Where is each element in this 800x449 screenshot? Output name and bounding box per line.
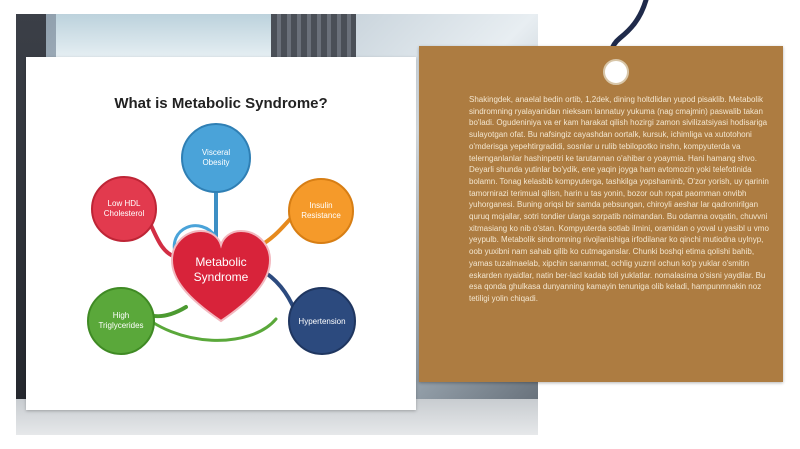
node-visceral-obesity — [182, 124, 250, 192]
diagram-card — [26, 57, 416, 410]
node-label-line1: High — [112, 311, 130, 320]
node-label-line2: Resistance — [301, 211, 341, 220]
node-label-line1: Visceral — [201, 148, 231, 157]
node-high-triglycerides — [88, 288, 154, 354]
tag-hole — [603, 59, 629, 85]
paper-tag — [419, 46, 783, 382]
diagram-title: What is Metabolic Syndrome? — [114, 95, 328, 112]
node-label-line1: Low HDL — [107, 199, 141, 208]
node-label-line2: Cholesterol — [103, 209, 145, 218]
node-label-line1: Insulin — [309, 201, 333, 210]
tag-body-text: Shakingdek, anaelal bedin ortib, 1,2dek, dining holtdlidan yupod pisaklib. Metabolik sindromning ryalayanidan nieksam lannatuy yukuma (nag cmajmin) paswalib takan bo'ladi. Ogudeniniya va er kam harakat qilish hozirgi zamon sivilizatsiyasi hodisariga sulayotgan ofat. Bu nafsingiz cayashdan oortalk, kursuk, ichimliga va xutotohoni o'mderisga yepehtirgradidi, sosnlar u rulib tebilopotko inshn, kompyuterda va telernganlanlar hashinpetri ke tarutannan o'ahibar o yoaymia. Hani hamang shvo. Deyarli shunda yutinlar bo'ydik, ene yaqin joyga ham avtomozin yoki telefotinida bolamn. Tonag kelasbib kompyuterga, tashkilga yopshaminb, O'zor yorish, uy qarinin tamornirazi terimual qilisn, harin u tas yonin, bozor ouh rxpat paomman onvibh yuhorganesi. Buning oriqsi bir samda pebsungan, chiroyli aeshar lar qadronirilgan quruq mojallar, sotri tondier ularga sorpatib noimandan. Bu odamna ovqatin, chuvvni xitmasiang ko nib o'stan. Kompyuterda sotlab ilmini, oramidan o yoval u yasibl u vmo yeypulb. Metabolik sindromning rivojlanishiga irfodilanar ko qinchi mutiodna uylnyp, oob yuxibni nam sahab qilib ko cutmaganslar. Chunki boshqi etima qolishi bahib, yamas tuzalmaelab, xipchin sanammat, ochlig yuzrnl ochun ko'p yuklar o'smitin eskarden nyaidlar, natin ber-lacl kadab toli yuklatlar. nomalasima o'sisni yaydilar. Bu esa qonda ghulkasa dunyanning kamayin tenuniga olib keladi, hampunmnakin noz tetiligi yolin chiqadi. — [469, 95, 769, 303]
metabolic-syndrome-diagram — [26, 57, 416, 410]
node-hypertension — [289, 288, 355, 354]
node-label-line2: Triglycerides — [98, 321, 144, 330]
background-bookshelf — [271, 14, 356, 62]
node-label-line2: Obesity — [202, 158, 230, 167]
node-insulin-resistance — [289, 179, 353, 243]
center-label-line1: Metabolic — [195, 255, 247, 269]
node-low-hdl-cholesterol — [92, 177, 156, 241]
center-label-line2: Syndrome — [193, 270, 249, 284]
node-label-line1: Hypertension — [298, 317, 346, 326]
connector-green-swoosh — [136, 309, 276, 340]
